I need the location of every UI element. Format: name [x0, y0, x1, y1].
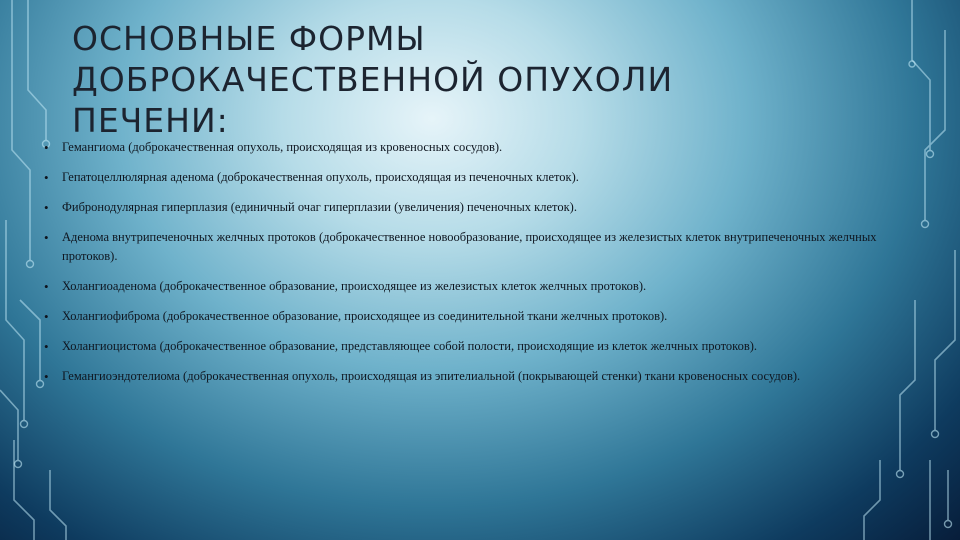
bullet-icon: •	[44, 369, 49, 384]
list-item	[44, 168, 914, 187]
list-item-text: Гемангиома (доброкачественная опухоль, происходящая из кровеносных сосудов).	[62, 140, 503, 154]
list-item	[44, 337, 914, 356]
list-item	[44, 138, 914, 157]
list-item	[44, 307, 914, 326]
bullet-icon: •	[44, 200, 49, 215]
list-item-text: Холангиоцистома (доброкачественное образование, представляющее собой полости, происходящие из клеток желчных протоков).	[62, 339, 758, 353]
list-item	[44, 367, 914, 386]
bullet-icon: •	[44, 339, 49, 354]
bullet-icon: •	[44, 309, 49, 324]
list-item-text: Холангиофиброма (доброкачественное образование, происходящее из соединительной ткани желчных протоков).	[62, 309, 668, 323]
list-item	[44, 228, 914, 266]
list-item-text: Гемангиоэндотелиома (доброкачественная опухоль, происходящая из эпителиальной (покрывающей стенки) ткани кровеносных сосудов).	[62, 369, 801, 383]
list-item-text: Фибронодулярная гиперплазия (единичный очаг гиперплазии (увеличения) печеночных клеток).	[62, 200, 577, 214]
list-item	[44, 198, 914, 217]
list-item	[44, 277, 914, 296]
bullet-icon: •	[44, 230, 49, 245]
bullet-icon: •	[44, 279, 49, 294]
slide-title: ОСНОВНЫЕ ФОРМЫ ДОБРОКАЧЕСТВЕННОЙ ОПУХОЛИ ПЕЧЕНИ:	[72, 19, 674, 140]
bullet-icon: •	[44, 170, 49, 185]
list-item-text: Гепатоцеллюлярная аденома (доброкачественная опухоль, происходящая из печеночных клеток).	[62, 170, 579, 184]
list-item-text: Аденома внутрипеченочных желчных протоков (доброкачественное новообразование, происходящее из железистых клеток внутрипеченочных желчных протоков).	[62, 230, 877, 263]
bullet-list	[44, 138, 914, 397]
bullet-icon: •	[44, 140, 49, 155]
list-item-text: Холангиоаденома (доброкачественное образование, происходящее из железистых клеток желчных протоков).	[62, 279, 647, 293]
